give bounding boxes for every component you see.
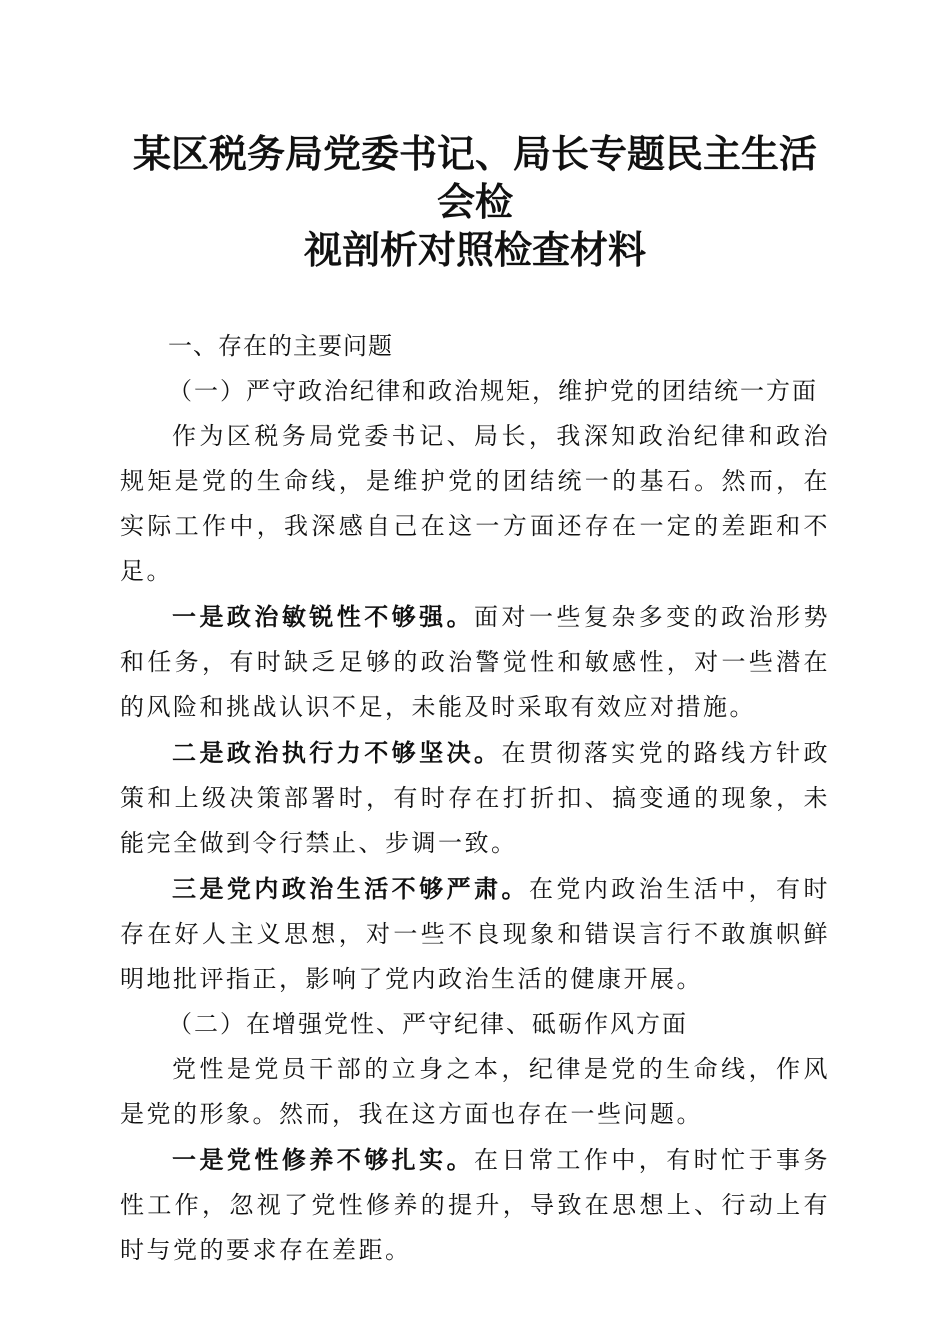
item-text: 在日常工作中，有时忙于事务性工作，忽视了党性修养的提升，导致在思想上、行动上有时与党的要求存在差距。: [120, 1146, 831, 1264]
paragraph-item: [120, 1137, 830, 1273]
subsection-heading-2: （二）在增强党性、严守纪律、砥砺作风方面: [168, 1010, 688, 1038]
title-line-2: 视剖析对照检查材料: [303, 227, 646, 272]
section-heading: 一、存在的主要问题: [168, 332, 393, 360]
document-body: [120, 324, 830, 1273]
paragraph-item: [120, 866, 830, 1002]
item-lead: 二是政治执行力不够坚决。: [172, 738, 502, 767]
item-lead: 三是党内政治生活不够严肃。: [172, 874, 529, 903]
paragraph-intro-2: 党性是党员干部的立身之本，纪律是党的生命线，作风是党的形象。然而，我在这方面也存在一些问题。: [120, 1055, 830, 1128]
paragraph-intro-1: 作为区税务局党委书记、局长，我深知政治纪律和政治规矩是党的生命线，是维护党的团结统一的基石。然而，在实际工作中，我深感自己在这一方面还存在一定的差距和不足。: [120, 422, 830, 585]
subsection-heading-1: （一）严守政治纪律和政治规矩，维护党的团结统一方面: [168, 377, 818, 405]
item-lead: 一是政治敏锐性不够强。: [172, 602, 475, 631]
item-text: 在贯彻落实党的路线方针政策和上级决策部署时，有时存在打折扣、搞变通的现象，未能完全做到令行禁止、步调一致。: [120, 739, 831, 857]
item-text: 面对一些复杂多变的政治形势和任务，有时缺乏足够的政治警觉性和敏感性，对一些潜在的风险和挑战认识不足，未能及时采取有效应对措施。: [120, 603, 831, 721]
title-line-1: 某区税务局党委书记、局长专题民主生活会检: [132, 131, 817, 224]
item-lead: 一是党性修养不够扎实。: [172, 1145, 475, 1174]
document-title: [120, 130, 830, 274]
item-text: 在党内政治生活中，有时存在好人主义思想，对一些不良现象和错误言行不敢旗帜鲜明地批评指正，影响了党内政治生活的健康开展。: [120, 875, 831, 993]
paragraph-item: [120, 730, 830, 866]
paragraph-item: [120, 594, 830, 730]
